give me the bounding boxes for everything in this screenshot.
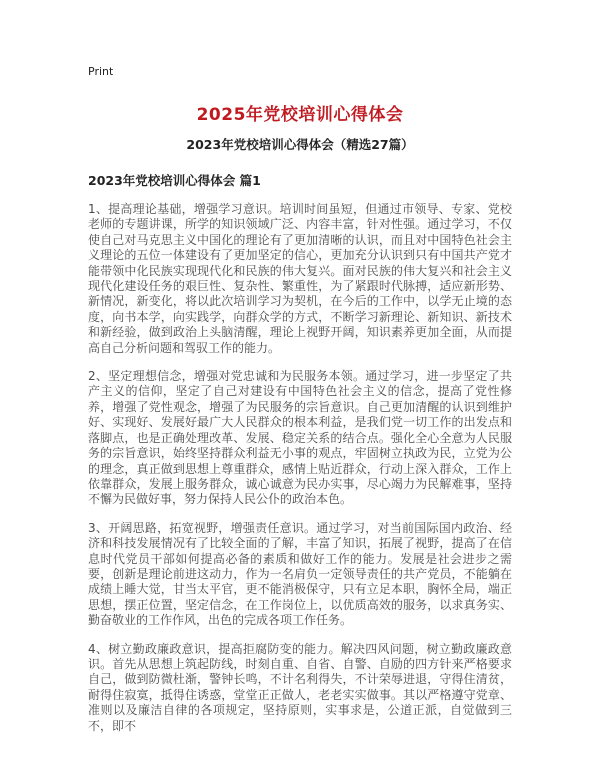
document-subtitle: 2023年党校培训心得体会（精选27篇） xyxy=(186,137,414,152)
paragraph-2: 2、坚定理想信念，增强对党忠诚和为民服务本领。通过学习，进一步坚定了共产主义的信仰，坚定了自己对建设有中国特色社会主义的信念，提高了党性修养，增强了党性观念，增强了为民服务的宗旨意识。自己更加清醒的认识到维护好、实现好、发展好最广大人民群众的根本利益，是我们党一切工作的出发点和落脚点，也是正确处理改革、发展、稳定关系的结合点。强化全心全意为人民服务的宗旨意识，始终坚持群众利益无小事的观点，牢固树立执政为民，立党为公的理念，真正做到思想上尊重群众，感情上贴近群众，行动上深入群众，工作上依靠群众，发展上服务群众，诚心诚意为民办实事，尽心竭力为民解难事，坚持不懈为民做好事，努力保持人民公仆的政治本色。 xyxy=(88,369,512,507)
print-link[interactable]: Print xyxy=(88,65,114,78)
section-heading: 2023年党校培训心得体会 篇1 xyxy=(88,173,261,188)
document-title: 2025年党校培训心得体会 xyxy=(196,105,404,125)
paragraph-4: 4、树立勤政廉政意识，提高拒腐防变的能力。解决四风问题，树立勤政廉政意识。首先从思想上筑起防线，时刻自重、自省、自警、自励的四方针来严格要求自己，做到防微杜渐，警钟长鸣，不计名利得失，不计荣辱进退，守得住清贫，耐得住寂寞，抵得住诱惑，堂堂正正做人，老老实实做事。其以严格遵守党章、准则以及廉洁自律的各项规定，坚持原则，实事求是，公道正派，自觉做到三不，即不 xyxy=(88,641,512,733)
paragraph-3: 3、开阔思路，拓宽视野，增强责任意识。通过学习，对当前国际国内政治、经济和科技发展情况有了比较全面的了解，丰富了知识，拓展了视野，提高了在信息时代党员干部如何提高必备的素质和做好工作的能力。发展是社会进步之需要，创新是理论前进这动力，作为一名肩负一定领导责任的共产党员，不能躺在成绩上睡大觉，甘当太平官，更不能消极保守，只有立足本职，胸怀全局，端正思想，摆正位置，坚定信念，在工作岗位上，以优质高效的服务，以求真务实、勤奋敬业的工作作风，出色的完成各项工作任务。 xyxy=(88,520,512,628)
paragraph-1: 1、提高理论基础，增强学习意识。培训时间虽短，但通过市领导、专家、党校老师的专题讲课，所学的知识领域广泛、内容丰富，针对性强。通过学习，不仅使自己对马克思主义中国化的理论有了更加清晰的认识，而且对中国特色社会主义理论的五位一体建设有了更加坚定的信心，更加充分认识到只有中国共产党才能带领中化民族实现现代化和民族的伟大复兴。面对民族的伟大复兴和社会主义现代化建设任务的艰巨性、复杂性、繁重性，为了紧跟时代脉搏，适应新形势、新情况，新变化，将以此次培训学习为契机，在今后的工作中，以学无止境的态度，向书本学，向实践学，向群众学的方式，不断学习新理论、新知识、新技术和新经验，做到政治上头脑清醒，理论上视野开阔，知识素养更加全面，从而提高自己分析问题和驾驭工作的能力。 xyxy=(88,202,512,355)
